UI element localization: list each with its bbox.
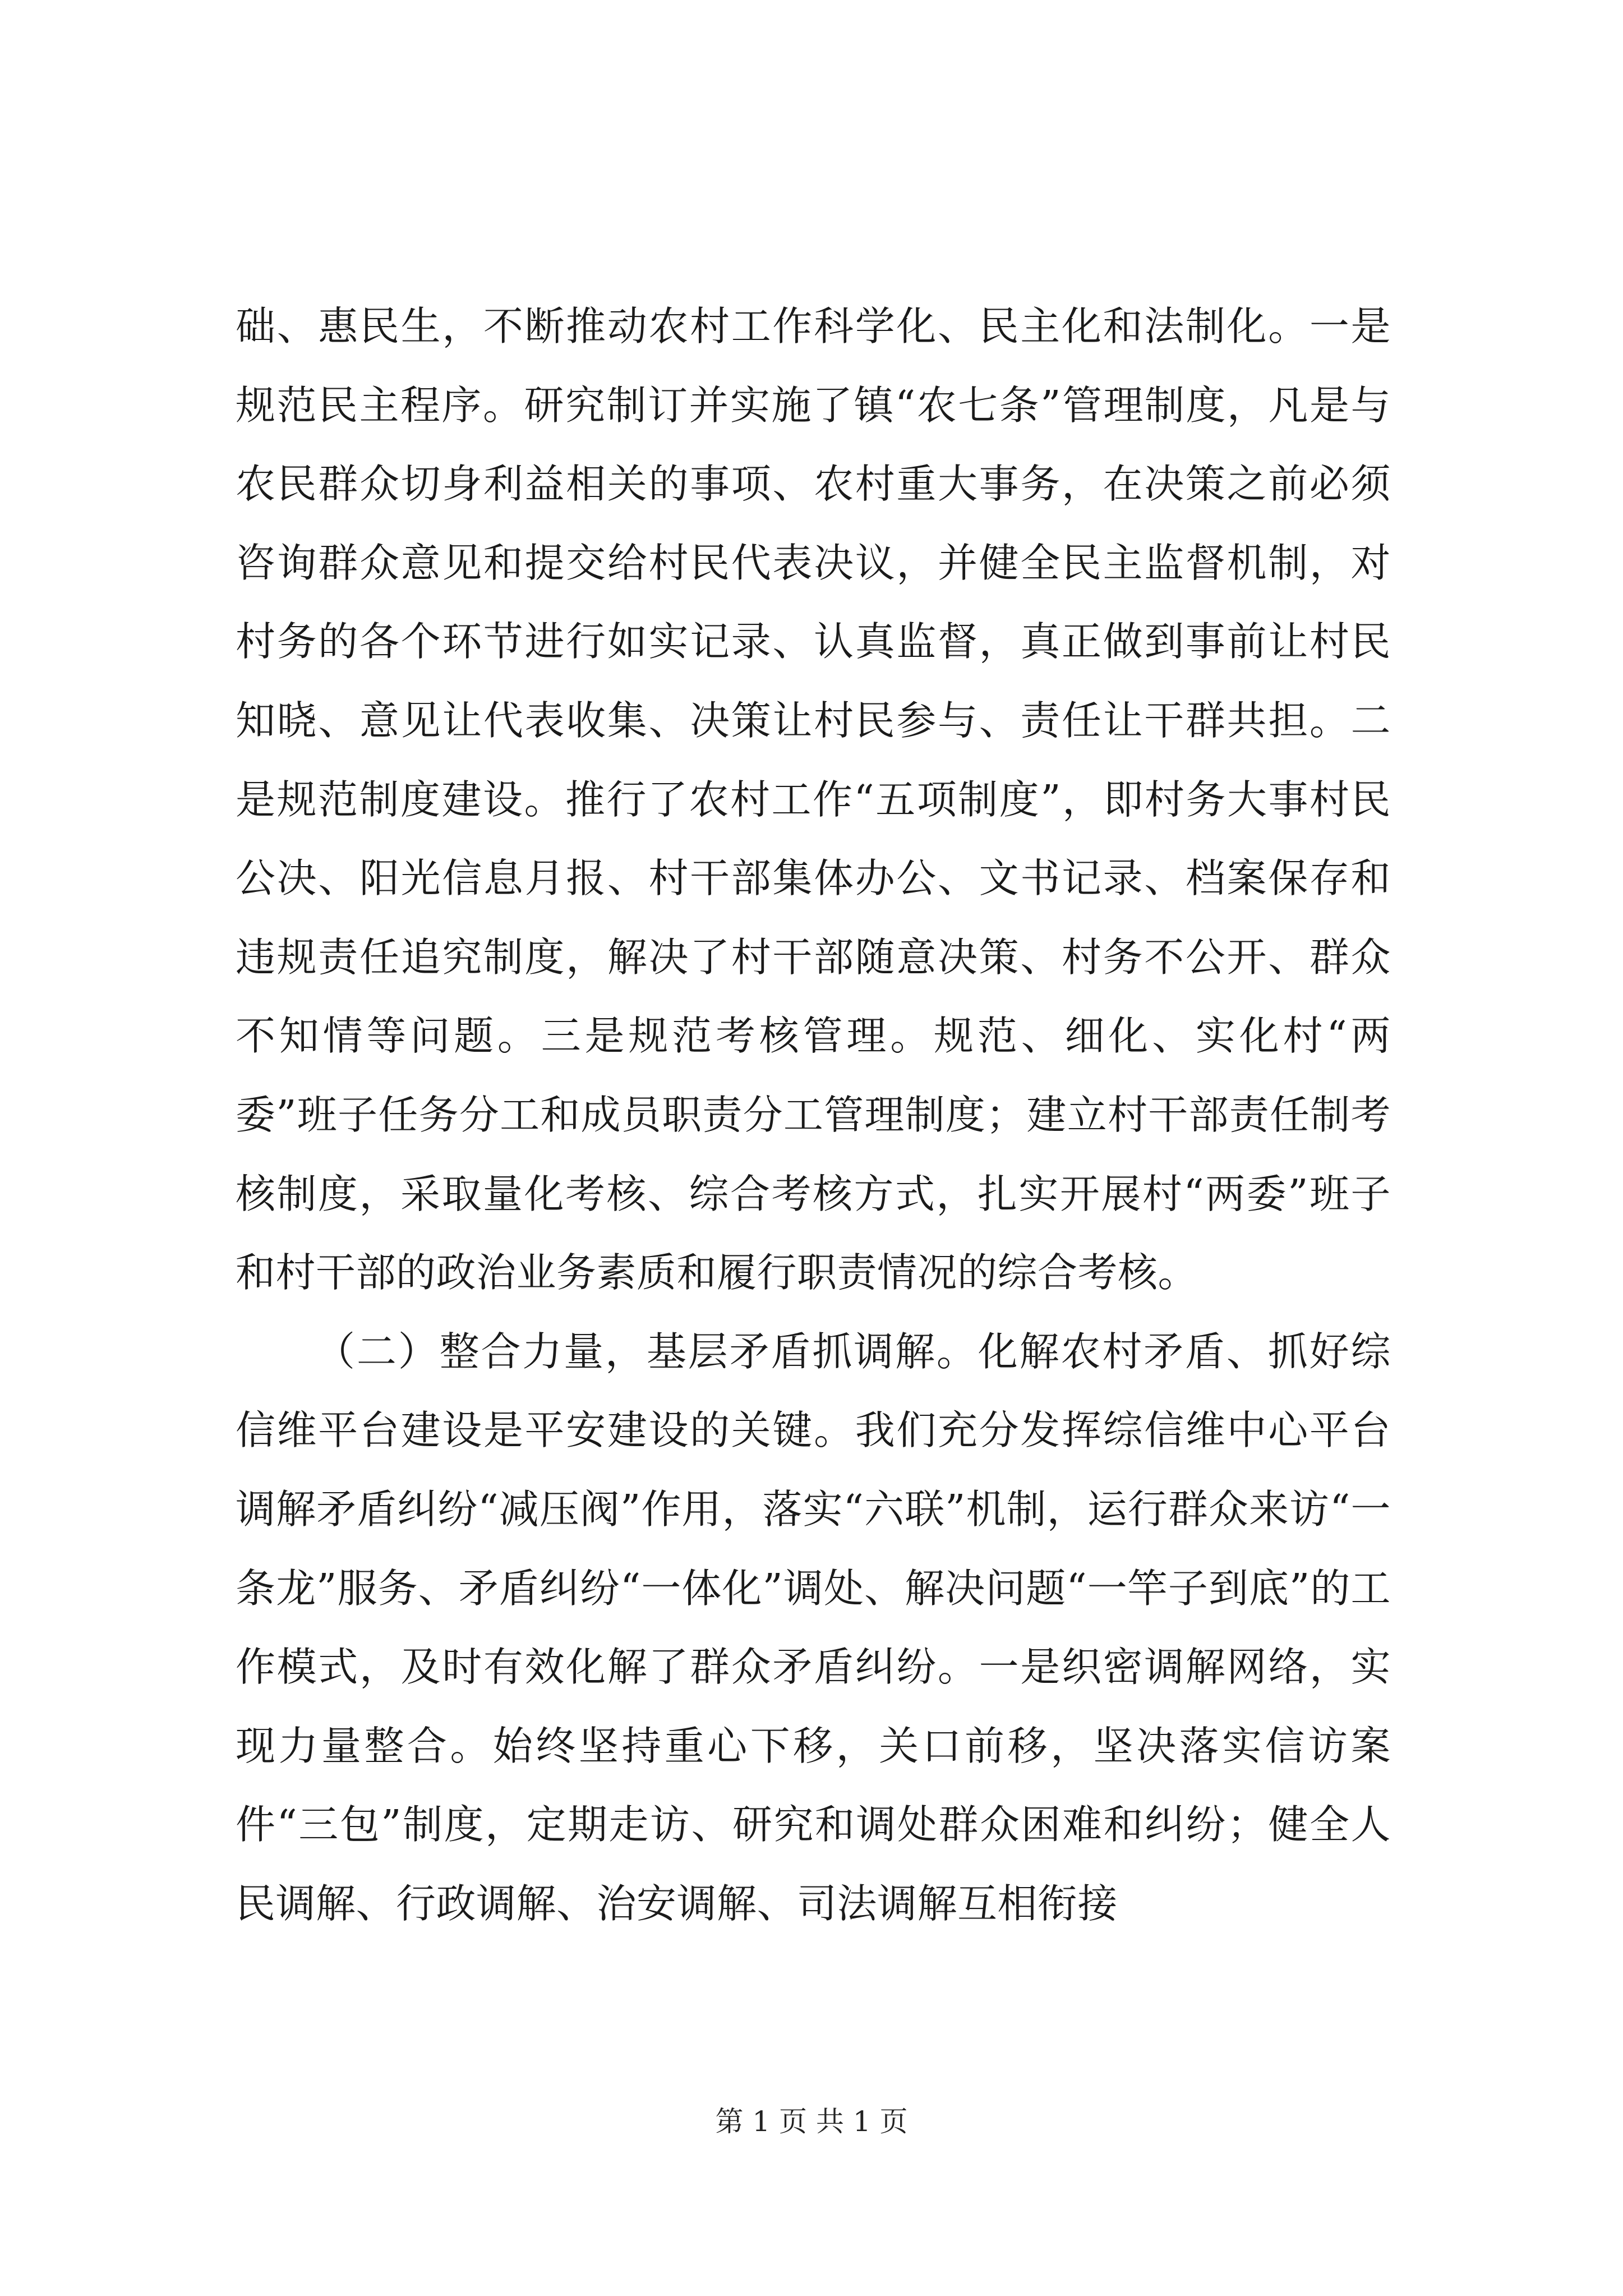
document-body xyxy=(236,287,1391,1943)
paragraph-continuation: 础、惠民生，不断推动农村工作科学化、民主化和法制化。一是规范民主程序。研究制订并实施了镇“农七条”管理制度，凡是与农民群众切身利益相关的事项、农村重大事务，在决策之前必须咨询群众意见和提交给村民代表决议，并健全民主监督机制，对村务的各个环节进行如实记录、认真监督，真正做到事前让村民知晓、意见让代表收集、决策让村民参与、责任让干群共担。二是规范制度建设。推行了农村工作“五项制度”，即村务大事村民公决、阳光信息月报、村干部集体办公、文书记录、档案保存和违规责任追究制度，解决了村干部随意决策、村务不公开、群众不知情等问题。三是规范考核管理。规范、细化、实化村“两委”班子任务分工和成员职责分工管理制度；建立村干部责任制考核制度，采取量化考核、综合考核方式，扎实开展村“两委”班子和村干部的政治业务素质和履行职责情况的综合考核。 xyxy=(236,303,1391,1296)
page-footer: 第 1 页 共 1 页 xyxy=(715,2105,908,2138)
paragraph-section-two: （二）整合力量，基层矛盾抓调解。化解农村矛盾、抓好综信维平台建设是平安建设的关键。我们充分发挥综信维中心平台调解矛盾纠纷“减压阀”作用，落实“六联”机制，运行群众来访“一条龙”服务、矛盾纠纷“一体化”调处、解决问题“一竿子到底”的工作模式，及时有效化解了群众矛盾纠纷。一是织密调解网络，实现力量整合。始终坚持重心下移，关口前移，坚决落实信访案件“三包”制度，定期走访、研究和调处群众困难和纠纷；健全人民调解、行政调解、治安调解、司法调解互相衔接 xyxy=(236,1328,1391,1927)
